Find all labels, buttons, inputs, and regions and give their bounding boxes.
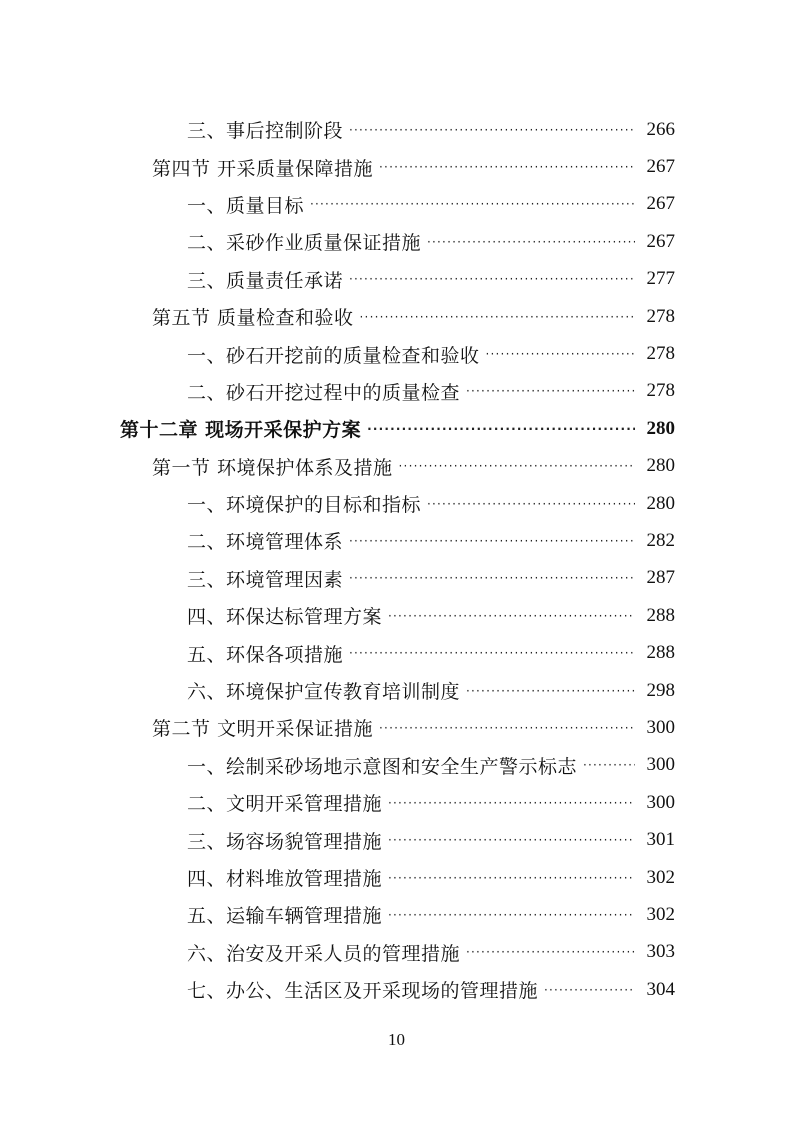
toc-entry[interactable] — [0, 934, 793, 971]
toc-entry[interactable] — [0, 784, 793, 821]
toc-dot-leader — [427, 236, 635, 248]
toc-entry-title: 第一节 环境保护体系及措施 — [152, 456, 393, 479]
toc-entry-page: 300 — [646, 716, 675, 738]
toc-entry-page: 304 — [646, 978, 675, 1000]
toc-entry[interactable] — [0, 148, 793, 185]
toc-entry-title: 一、绘制采砂场地示意图和安全生产警示标志 — [187, 755, 578, 778]
toc-entry-page: 266 — [646, 118, 675, 140]
toc-dot-leader — [349, 273, 635, 285]
toc-entry-page: 280 — [646, 455, 675, 477]
toc-entry-title: 二、文明开采管理措施 — [187, 793, 383, 816]
toc-entry[interactable] — [0, 111, 793, 148]
toc-entry-page: 287 — [646, 567, 675, 589]
toc-dot-leader — [583, 759, 635, 771]
toc-entry-page: 302 — [646, 903, 675, 925]
toc-entry-title: 四、材料堆放管理措施 — [187, 868, 383, 890]
toc-entry[interactable] — [0, 522, 793, 559]
toc-dot-leader — [388, 610, 635, 622]
toc-entry-page: 267 — [646, 193, 675, 215]
toc-dot-leader — [310, 198, 635, 210]
toc-entry[interactable] — [0, 448, 793, 485]
toc-dot-leader — [349, 572, 635, 584]
toc-entry[interactable] — [0, 634, 793, 671]
toc-entry[interactable] — [0, 672, 793, 709]
toc-entry[interactable] — [0, 859, 793, 896]
toc-entry-page: 278 — [646, 380, 675, 402]
toc-entry-title: 第五节 质量检查和验收 — [152, 307, 354, 330]
toc-entry-page: 301 — [646, 829, 675, 851]
toc-entry-page: 280 — [646, 492, 675, 514]
toc-dot-leader — [349, 124, 635, 136]
toc-entry[interactable] — [0, 261, 793, 298]
toc-dot-leader — [544, 984, 635, 996]
toc-entry-title: 第十二章 现场开采保护方案 — [120, 419, 362, 442]
toc-entry[interactable] — [0, 335, 793, 372]
toc-dot-leader — [367, 423, 635, 435]
toc-entry-title: 二、砂石开挖过程中的质量检查 — [187, 381, 461, 404]
toc-dot-leader — [388, 834, 635, 846]
toc-dot-leader — [388, 909, 635, 921]
toc-entry[interactable] — [0, 186, 793, 223]
toc-entry-title: 第四节 开采质量保障措施 — [152, 157, 374, 180]
toc-entry-title: 三、质量责任承诺 — [187, 269, 344, 292]
toc-entry[interactable] — [0, 896, 793, 933]
toc-dot-leader — [466, 685, 635, 697]
toc-entry-page: 278 — [646, 343, 675, 365]
toc-dot-leader — [399, 460, 635, 472]
toc-dot-leader — [349, 647, 635, 659]
toc-dot-leader — [388, 797, 635, 809]
toc-entry-title: 五、环保各项措施 — [187, 643, 344, 666]
toc-entry[interactable] — [0, 485, 793, 522]
toc-entry-title: 一、质量目标 — [187, 194, 305, 217]
toc-entry-title: 三、场容场貌管理措施 — [187, 830, 383, 853]
toc-entry-title: 七、办公、生活区及开采现场的管理措施 — [187, 980, 539, 1003]
toc-entry-page: 278 — [646, 305, 675, 327]
toc-dot-leader — [466, 946, 635, 958]
toc-entry-title: 六、环境保护宣传教育培训制度 — [187, 681, 461, 704]
toc-chapter-entry[interactable] — [0, 410, 793, 447]
toc-dot-leader — [427, 498, 635, 510]
toc-entry-page: 298 — [646, 679, 675, 701]
toc-entry-title: 四、环保达标管理方案 — [187, 606, 383, 629]
toc-entry[interactable] — [0, 747, 793, 784]
toc-dot-leader — [379, 722, 635, 734]
toc-entry[interactable] — [0, 971, 793, 1008]
toc-entry-title: 二、环境管理体系 — [187, 531, 344, 554]
toc-entry[interactable] — [0, 373, 793, 410]
toc-entry[interactable] — [0, 298, 793, 335]
toc-entry-title: 三、环境管理因素 — [187, 568, 344, 591]
toc-dot-leader — [379, 161, 635, 173]
toc-entry-title: 一、砂石开挖前的质量检查和验收 — [187, 344, 480, 367]
toc-entry-title: 第二节 文明开采保证措施 — [152, 718, 374, 741]
toc-dot-leader — [388, 872, 635, 884]
toc-entry-page: 282 — [646, 529, 675, 551]
toc-entry[interactable] — [0, 560, 793, 597]
toc-entry-title: 五、运输车辆管理措施 — [187, 905, 383, 928]
toc-entry-page: 277 — [646, 268, 675, 290]
toc-entry[interactable] — [0, 223, 793, 260]
toc-entry[interactable] — [0, 597, 793, 634]
toc-entry-page: 300 — [646, 791, 675, 813]
toc-entry-title: 二、采砂作业质量保证措施 — [187, 232, 422, 255]
toc-entry-title: 三、事后控制阶段 — [187, 120, 344, 143]
toc-entry-title: 六、治安及开采人员的管理措施 — [187, 942, 461, 965]
page-number: 10 — [388, 1030, 405, 1049]
toc-dot-leader — [466, 385, 635, 397]
toc-dot-leader — [486, 348, 635, 360]
toc-entry-page: 288 — [646, 604, 675, 626]
toc-entry-page: 280 — [646, 417, 675, 439]
toc-entry[interactable] — [0, 709, 793, 746]
toc-entry-page: 288 — [646, 642, 675, 664]
toc-entry-title: 一、环境保护的目标和指标 — [187, 494, 422, 517]
toc-entry-page: 303 — [646, 941, 675, 963]
toc-dot-leader — [360, 311, 635, 323]
toc-entry-page: 300 — [646, 754, 675, 776]
toc-entry-page: 267 — [646, 156, 675, 178]
table-of-contents — [0, 111, 793, 1008]
toc-entry[interactable] — [0, 821, 793, 858]
toc-entry-page: 267 — [646, 230, 675, 252]
toc-entry-page: 302 — [646, 866, 675, 888]
toc-dot-leader — [349, 535, 635, 547]
